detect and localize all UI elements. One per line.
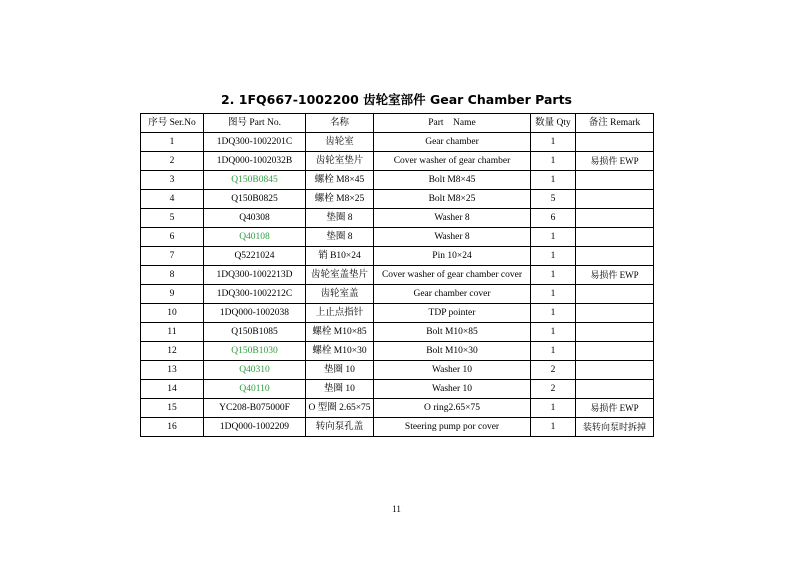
cell-qty: 1 [531,323,576,342]
cell-name-en: Pin 10×24 [374,247,531,266]
cell-name-en: Washer 10 [374,380,531,399]
cell-part-no: Q40110 [204,380,306,399]
cell-part-no: 1DQ000-1002032B [204,152,306,171]
cell-remark [576,228,654,247]
cell-remark: 易损件 EWP [576,152,654,171]
table-row [141,418,654,437]
cell-qty: 1 [531,228,576,247]
table-row [141,133,654,152]
parts-table [140,113,654,437]
cell-name-cn: 螺栓 M10×85 [306,323,374,342]
cell-qty: 1 [531,342,576,361]
cell-ser-no: 11 [141,323,204,342]
table-row [141,285,654,304]
table-row [141,190,654,209]
cell-qty: 1 [531,418,576,437]
cell-ser-no: 15 [141,399,204,418]
cell-name-cn: 上止点指针 [306,304,374,323]
table-row [141,247,654,266]
cell-ser-no: 9 [141,285,204,304]
header-part-no: 图号 Part No. [204,114,306,133]
table-row [141,399,654,418]
cell-remark [576,304,654,323]
cell-ser-no: 16 [141,418,204,437]
cell-qty: 5 [531,190,576,209]
cell-part-no: 1DQ300-1002213D [204,266,306,285]
cell-qty: 1 [531,266,576,285]
cell-remark [576,380,654,399]
header-name-cn: 名称 [306,114,374,133]
cell-part-no: 1DQ300-1002201C [204,133,306,152]
cell-remark [576,247,654,266]
cell-part-no: Q40308 [204,209,306,228]
cell-name-cn: 螺栓 M8×45 [306,171,374,190]
cell-name-cn: 齿轮室盖 [306,285,374,304]
page-number: 11 [392,504,401,514]
cell-name-cn: 转向泵孔盖 [306,418,374,437]
cell-name-en: TDP pointer [374,304,531,323]
table-row [141,342,654,361]
cell-ser-no: 10 [141,304,204,323]
cell-ser-no: 3 [141,171,204,190]
cell-name-en: Gear chamber cover [374,285,531,304]
cell-remark: 易损件 EWP [576,266,654,285]
cell-ser-no: 8 [141,266,204,285]
cell-part-no: 1DQ000-1002038 [204,304,306,323]
cell-remark: 装转向泵时拆掉 [576,418,654,437]
table-row [141,323,654,342]
cell-qty: 1 [531,304,576,323]
cell-qty: 2 [531,380,576,399]
header-qty: 数量 Qty [531,114,576,133]
cell-part-no: Q40310 [204,361,306,380]
cell-name-cn: 销 B10×24 [306,247,374,266]
parts-table-body [141,133,654,437]
cell-name-cn: 螺栓 M8×25 [306,190,374,209]
cell-ser-no: 1 [141,133,204,152]
table-row [141,266,654,285]
cell-ser-no: 4 [141,190,204,209]
cell-qty: 1 [531,285,576,304]
cell-part-no: Q150B1085 [204,323,306,342]
cell-part-no: Q150B0845 [204,171,306,190]
cell-name-en: Bolt M10×85 [374,323,531,342]
table-row [141,228,654,247]
cell-name-cn: 齿轮室垫片 [306,152,374,171]
cell-name-en: Washer 8 [374,228,531,247]
table-row [141,209,654,228]
cell-name-en: Cover washer of gear chamber cover [374,266,531,285]
cell-remark [576,285,654,304]
cell-part-no: 1DQ300-1002212C [204,285,306,304]
cell-part-no: Q5221024 [204,247,306,266]
cell-remark [576,361,654,380]
cell-remark [576,171,654,190]
page-title: 2. 1FQ667-1002200 齿轮室部件 Gear Chamber Parts [220,92,573,107]
cell-name-cn: 齿轮室 [306,133,374,152]
cell-name-en: Washer 10 [374,361,531,380]
table-row [141,171,654,190]
cell-remark [576,209,654,228]
table-header-row [141,114,654,133]
cell-remark [576,190,654,209]
cell-name-cn: 螺栓 M10×30 [306,342,374,361]
cell-name-en: Washer 8 [374,209,531,228]
cell-name-cn: O 型圈 2.65×75 [306,399,374,418]
cell-remark [576,133,654,152]
cell-name-en: O ring2.65×75 [374,399,531,418]
cell-name-cn: 垫圈 8 [306,209,374,228]
cell-name-en: Steering pump por cover [374,418,531,437]
cell-qty: 1 [531,133,576,152]
cell-remark [576,342,654,361]
cell-ser-no: 12 [141,342,204,361]
cell-ser-no: 6 [141,228,204,247]
header-part-name: Part Name [374,114,531,133]
cell-qty: 1 [531,171,576,190]
cell-name-cn: 垫圈 10 [306,380,374,399]
cell-remark: 易损件 EWP [576,399,654,418]
header-remark: 备注 Remark [576,114,654,133]
cell-ser-no: 7 [141,247,204,266]
cell-qty: 2 [531,361,576,380]
cell-name-cn: 垫圈 10 [306,361,374,380]
cell-qty: 6 [531,209,576,228]
cell-ser-no: 14 [141,380,204,399]
cell-ser-no: 13 [141,361,204,380]
cell-name-en: Bolt M8×45 [374,171,531,190]
table-row [141,152,654,171]
cell-ser-no: 5 [141,209,204,228]
cell-part-no: Q40108 [204,228,306,247]
table-row [141,304,654,323]
cell-part-no: YC208-B075000F [204,399,306,418]
cell-part-no: Q150B1030 [204,342,306,361]
cell-name-en: Gear chamber [374,133,531,152]
cell-remark [576,323,654,342]
cell-qty: 1 [531,399,576,418]
cell-part-no: 1DQ000-1002209 [204,418,306,437]
cell-part-no: Q150B0825 [204,190,306,209]
table-row [141,361,654,380]
header-ser-no: 序号 Ser.No [141,114,204,133]
cell-name-en: Bolt M10×30 [374,342,531,361]
cell-name-cn: 齿轮室盖垫片 [306,266,374,285]
cell-qty: 1 [531,247,576,266]
cell-name-cn: 垫圈 8 [306,228,374,247]
cell-ser-no: 2 [141,152,204,171]
cell-name-en: Cover washer of gear chamber [374,152,531,171]
table-row [141,380,654,399]
cell-qty: 1 [531,152,576,171]
cell-name-en: Bolt M8×25 [374,190,531,209]
